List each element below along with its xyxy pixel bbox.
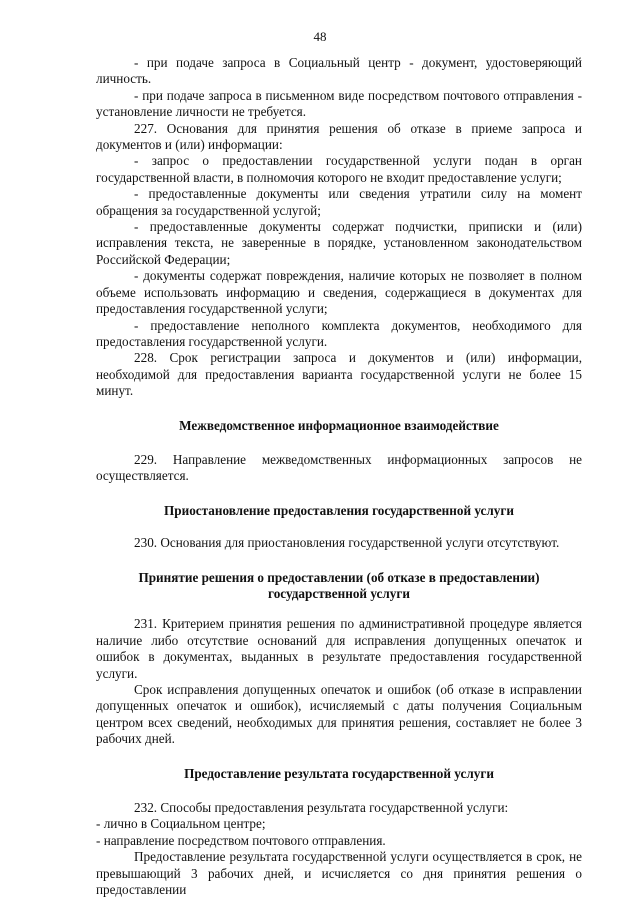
paragraph: - предоставление неполного комплекта документов, необходимого для предоставления государственной услуги.	[96, 317, 582, 349]
section-heading: государственной услуги	[268, 585, 410, 601]
paragraph: 230. Основания для приостановления государственной услуги отсутствуют.	[134, 535, 560, 551]
paragraph: Срок исправления допущенных опечаток и ошибок (об отказе в исправлении допущенных опечаток и ошибок), исчисляемый с даты получения Социальным центром всех сведений, необходимых для принятия решения, составляет не более 3 рабочих дней.	[96, 682, 582, 747]
section-heading: Предоставление результата государственной услуги	[184, 765, 494, 781]
paragraph: - при подаче запроса в Социальный центр - документ, удостоверяющий личность.	[96, 55, 582, 87]
section-heading: Приостановление предоставления государственной услуги	[164, 502, 514, 518]
list-item: - лично в Социальном центре;	[96, 816, 266, 832]
page-number: 48	[313, 29, 327, 44]
section-heading: Межведомственное информационное взаимодействие	[179, 417, 499, 433]
paragraph: 231. Критерием принятия решения по административной процедуре является наличие либо отсутствие оснований для исправления допущенных опечаток и ошибок в документах, выданных в результате предоставления государственной услуги.	[96, 616, 582, 681]
paragraph: 232. Способы предоставления результата государственной услуги:	[134, 800, 509, 816]
paragraph: 228. Срок регистрации запроса и документов и (или) информации, необходимой для предоставления варианта государственной услуги не более 15 минут.	[96, 350, 582, 399]
document-body	[96, 55, 582, 898]
paragraph: - документы содержат повреждения, наличие которых не позволяет в полном объеме использовать информацию и сведения, содержащиеся в документах для предоставления государственной услуги;	[96, 268, 582, 317]
paragraph: - при подаче запроса в письменном виде посредством почтового отправления - установление личности не требуется.	[96, 87, 582, 120]
paragraph: 227. Основания для принятия решения об отказе в приеме запроса и документов и (или) информации:	[96, 120, 582, 153]
paragraph: Предоставление результата государственной услуги осуществляется в срок, не превышающий 3 рабочих дней, и исчисляется со дня принятия решения о предоставлении	[96, 849, 582, 898]
list-item: - направление посредством почтового отправления.	[96, 832, 386, 848]
paragraph: - запрос о предоставлении государственной услуги подан в орган государственной власти, в полномочия которого не входит предоставление услуги;	[96, 153, 582, 185]
section-heading: Принятие решения о предоставлении (об отказе в предоставлении)	[138, 569, 540, 585]
paragraph: - предоставленные документы содержат подчистки, приписки и (или) исправления текста, не заверенные в порядке, установленном законодательством Российской Федерации;	[96, 219, 582, 267]
paragraph: - предоставленные документы или сведения утратили силу на момент обращения за государственной услугой;	[96, 186, 582, 218]
paragraph: 229. Направление межведомственных информационных запросов не осуществляется.	[96, 451, 582, 484]
